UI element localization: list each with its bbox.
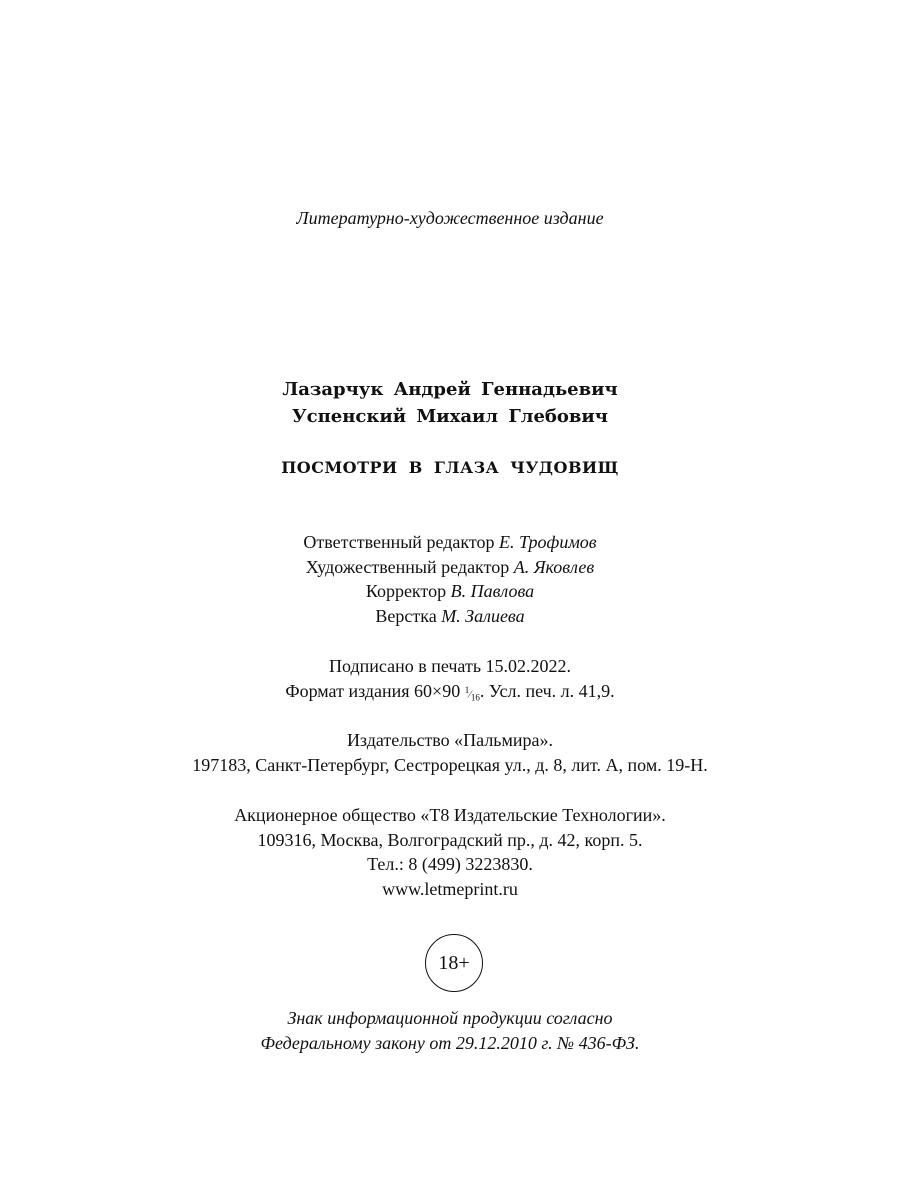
fraction-numerator: 1 [464, 684, 470, 695]
credit-name: А. Яковлев [513, 557, 595, 577]
legal-notice-line-1: Знак информационной продукции согласно [287, 1008, 613, 1028]
credit-role: Корректор [365, 581, 447, 601]
credit-name: В. Павлова [450, 581, 535, 601]
printer-phone: Тел.: 8 (499) 3223830. [367, 854, 533, 874]
credit-line [0, 579, 900, 603]
credit-role: Верстка [375, 606, 437, 626]
book-title: ПОСМОТРИ В ГЛАЗА ЧУДОВИЩ [281, 458, 619, 477]
format-info [0, 679, 900, 703]
publisher-name: Издательство «Пальмира». [346, 730, 554, 750]
credit-line [0, 604, 900, 628]
publisher-address: 197183, Санкт-Петербург, Сестрорецкая ул., д. 8, лит. А, пом. 19-Н. [192, 755, 708, 775]
credit-name: Е. Трофимов [498, 532, 597, 552]
printer-website: www.letmeprint.ru [382, 879, 518, 899]
author-1: Лазарчук Андрей Геннадьевич [282, 379, 618, 400]
printer-address: 109316, Москва, Волгоградский пр., д. 42, корп. 5. [257, 830, 643, 850]
credit-role: Ответственный редактор [303, 532, 495, 552]
age-rating-badge: 18+ [425, 934, 483, 992]
format-prefix: Формат издания 60×90 [285, 681, 465, 701]
author-2: Успенский Михаил Глебович [292, 406, 608, 427]
format-fraction: $^1⁄_{16}$ [464, 684, 480, 702]
format-suffix: . Усл. печ. л. 41,9. [479, 681, 615, 701]
credit-role: Художественный редактор [305, 557, 510, 577]
edition-type: Литературно-художественное издание [296, 208, 604, 228]
fraction-denominator: 16 [470, 692, 480, 702]
credit-name: М. Залиева [441, 606, 525, 626]
legal-notice-line-2: Федеральному закону от 29.12.2010 г. № 436-ФЗ. [260, 1033, 640, 1053]
printer-name: Акционерное общество «Т8 Издательские Технологии». [234, 805, 666, 825]
signed-date: Подписано в печать 15.02.2022. [328, 656, 572, 676]
credit-line [0, 555, 900, 579]
credit-line [0, 530, 900, 554]
